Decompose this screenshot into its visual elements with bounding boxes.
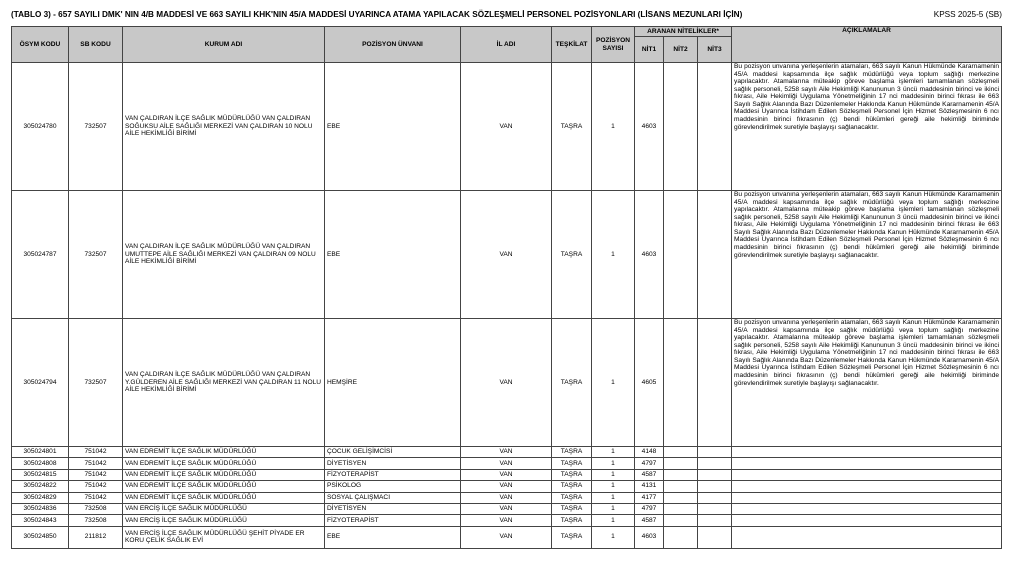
table-row (12, 526, 1002, 548)
nit3 (698, 503, 732, 514)
nit1: 4587 (635, 515, 664, 526)
pozisyon-unvani: EBE (325, 63, 461, 191)
nit3 (698, 469, 732, 480)
col-nit3: NİT3 (698, 37, 732, 63)
col-osym-kodu: ÖSYM KODU (12, 27, 69, 63)
pozisyon-sayisi: 1 (592, 469, 635, 480)
sb-kodu: 751042 (69, 481, 123, 492)
pozisyon-sayisi: 1 (592, 503, 635, 514)
positions-table (11, 26, 1002, 549)
kurum-adi: VAN ÇALDIRAN İLÇE SAĞLIK MÜDÜRLÜĞÜ VAN ÇALDIRAN Y.GÜLDEREN AİLE SAĞLIĞI MERKEZİ VAN ÇALDIRAN 11 NOLU AİLE HEKİMLİĞİ BİRİMİ (123, 319, 325, 447)
nit2 (664, 458, 698, 469)
pozisyon-unvani: FİZYOTERAPİST (325, 515, 461, 526)
col-kurum-adi: KURUM ADI (123, 27, 325, 63)
nit3 (698, 458, 732, 469)
il-adi: VAN (461, 447, 552, 458)
nit2 (664, 481, 698, 492)
sb-kodu: 732508 (69, 503, 123, 514)
il-adi: VAN (461, 492, 552, 503)
nit1: 4603 (635, 191, 664, 319)
il-adi: VAN (461, 319, 552, 447)
pozisyon-unvani: PSİKOLOG (325, 481, 461, 492)
aciklama (732, 492, 1002, 503)
nit3 (698, 481, 732, 492)
pozisyon-sayisi: 1 (592, 319, 635, 447)
osym-kodu: 305024829 (12, 492, 69, 503)
kurum-adi: VAN EDREMİT İLÇE SAĞLIK MÜDÜRLÜĞÜ (123, 447, 325, 458)
aciklama (732, 458, 1002, 469)
kurum-adi: VAN ÇALDIRAN İLÇE SAĞLIK MÜDÜRLÜĞÜ VAN ÇALDIRAN UMUTTEPE AİLE SAĞLIĞI MERKEZİ VAN ÇALDIRAN 09 NOLU AİLE HEKİMLİĞİ BİRİMİ (123, 191, 325, 319)
pozisyon-sayisi: 1 (592, 63, 635, 191)
sb-kodu: 751042 (69, 469, 123, 480)
table-row (12, 503, 1002, 514)
col-pozisyon-unvani: POZİSYON ÜNVANI (325, 27, 461, 63)
teskilat: TAŞRA (552, 492, 592, 503)
pozisyon-sayisi: 1 (592, 191, 635, 319)
kurum-adi: VAN ERCİŞ İLÇE SAĞLIK MÜDÜRLÜĞÜ ŞEHİT PİYADE ER KORU ÇELİK SAĞLIK EVİ (123, 526, 325, 548)
sb-kodu: 751042 (69, 447, 123, 458)
nit1: 4587 (635, 469, 664, 480)
pozisyon-unvani: EBE (325, 526, 461, 548)
osym-kodu: 305024808 (12, 458, 69, 469)
table-title: (TABLO 3) - 657 SAYILI DMK' NIN 4/B MADDESİ VE 663 SAYILI KHK'NIN 45/A MADDESİ UYARINCA ATAMA YAPILACAK SÖZLEŞMELİ PERSONEL POZİSYONLARI (LİSANS MEZUNLARI İÇİN) (11, 10, 743, 19)
col-il-adi: İL ADI (461, 27, 552, 63)
osym-kodu: 305024787 (12, 191, 69, 319)
kurum-adi: VAN ERCİŞ İLÇE SAĞLIK MÜDÜRLÜĞÜ (123, 503, 325, 514)
teskilat: TAŞRA (552, 481, 592, 492)
aciklama (732, 447, 1002, 458)
pozisyon-sayisi: 1 (592, 526, 635, 548)
nit1: 4605 (635, 319, 664, 447)
nit3 (698, 526, 732, 548)
exam-code: KPSS 2025-5 (SB) (933, 10, 1002, 19)
aciklama (732, 503, 1002, 514)
table-row (12, 492, 1002, 503)
nit3 (698, 63, 732, 191)
col-aciklamalar: AÇIKLAMALAR (732, 27, 1002, 63)
aciklama: Bu pozisyon unvanına yerleşenlerin atamaları, 663 sayılı Kanun Hükmünde Kararnamenin 45/A maddesi kapsamında ilçe sağlık müdürlüğü veya toplum sağlığı merkezine yapılacaktır. Atamalarına müteakip göreve başlama işlemleri tamamlanan sözleşmeli sağlık personeli, 5258 sayılı Aile Hekimliği Kanununun 3 üncü maddesinin birinci ve ikinci fıkrası, Aile Hekimliği Uygulama Yönetmeliğinin 17 nci maddesinin birinci fıkrası ile 663 Sayılı Sağlık Alanında Bazı Düzenlemeler Hakkında Kanun Hükmünde Kararnamenin 45/A Maddesi Uyarınca İstihdam Edilen Sözleşmeli Personel İçin Hizmet Sözleşmesinin 6 ncı maddesinin birinci fıkrasının (ç) bendi hükümleri gereği aile hekimliği biriminde görevlendirilmek suretiyle başlayışı sağlanacaktır. (732, 63, 1002, 191)
teskilat: TAŞRA (552, 515, 592, 526)
osym-kodu: 305024822 (12, 481, 69, 492)
nit1: 4603 (635, 526, 664, 548)
aciklama (732, 526, 1002, 548)
nit3 (698, 492, 732, 503)
nit3 (698, 447, 732, 458)
il-adi: VAN (461, 481, 552, 492)
teskilat: TAŞRA (552, 503, 592, 514)
teskilat: TAŞRA (552, 469, 592, 480)
nit3 (698, 191, 732, 319)
sb-kodu: 732508 (69, 515, 123, 526)
col-aranan-nitelikler: ARANAN NİTELİKLER* (635, 27, 732, 37)
table-row (12, 481, 1002, 492)
pozisyon-unvani: ÇOCUK GELİŞİMCİSİ (325, 447, 461, 458)
nit1: 4131 (635, 481, 664, 492)
col-sb-kodu: SB KODU (69, 27, 123, 63)
table-row (12, 458, 1002, 469)
osym-kodu: 305024794 (12, 319, 69, 447)
pozisyon-sayisi: 1 (592, 447, 635, 458)
teskilat: TAŞRA (552, 319, 592, 447)
aciklama (732, 515, 1002, 526)
osym-kodu: 305024780 (12, 63, 69, 191)
sb-kodu: 751042 (69, 492, 123, 503)
nit2 (664, 447, 698, 458)
nit2 (664, 191, 698, 319)
pozisyon-unvani: SOSYAL ÇALIŞMACI (325, 492, 461, 503)
pozisyon-unvani: EBE (325, 191, 461, 319)
aciklama (732, 469, 1002, 480)
il-adi: VAN (461, 526, 552, 548)
col-teskilat: TEŞKİLAT (552, 27, 592, 63)
nit2 (664, 526, 698, 548)
il-adi: VAN (461, 191, 552, 319)
il-adi: VAN (461, 469, 552, 480)
table-row (12, 319, 1002, 447)
table-row (12, 469, 1002, 480)
col-pozisyon-sayisi: POZİSYON SAYISI (592, 27, 635, 63)
table-row (12, 515, 1002, 526)
pozisyon-unvani: DİYETİSYEN (325, 458, 461, 469)
kurum-adi: VAN EDREMİT İLÇE SAĞLIK MÜDÜRLÜĞÜ (123, 481, 325, 492)
osym-kodu: 305024850 (12, 526, 69, 548)
nit2 (664, 319, 698, 447)
nit3 (698, 319, 732, 447)
il-adi: VAN (461, 515, 552, 526)
nit2 (664, 503, 698, 514)
pozisyon-sayisi: 1 (592, 515, 635, 526)
nit2 (664, 492, 698, 503)
pozisyon-sayisi: 1 (592, 481, 635, 492)
pozisyon-sayisi: 1 (592, 458, 635, 469)
sb-kodu: 732507 (69, 191, 123, 319)
table-row (12, 191, 1002, 319)
kurum-adi: VAN ERCİŞ İLÇE SAĞLIK MÜDÜRLÜĞÜ (123, 515, 325, 526)
sb-kodu: 732507 (69, 63, 123, 191)
nit2 (664, 469, 698, 480)
nit1: 4797 (635, 503, 664, 514)
nit3 (698, 515, 732, 526)
pozisyon-unvani: HEMŞİRE (325, 319, 461, 447)
pozisyon-unvani: DİYETİSYEN (325, 503, 461, 514)
col-nit2: NİT2 (664, 37, 698, 63)
sb-kodu: 732507 (69, 319, 123, 447)
nit1: 4148 (635, 447, 664, 458)
kurum-adi: VAN ÇALDIRAN İLÇE SAĞLIK MÜDÜRLÜĞÜ VAN ÇALDIRAN SOĞUKSU AİLE SAĞLIĞI MERKEZİ VAN ÇALDIRAN 10 NOLU AİLE HEKİMLİĞİ BİRİMİ (123, 63, 325, 191)
teskilat: TAŞRA (552, 191, 592, 319)
kurum-adi: VAN EDREMİT İLÇE SAĞLIK MÜDÜRLÜĞÜ (123, 492, 325, 503)
osym-kodu: 305024836 (12, 503, 69, 514)
osym-kodu: 305024815 (12, 469, 69, 480)
table-row (12, 447, 1002, 458)
il-adi: VAN (461, 503, 552, 514)
nit1: 4603 (635, 63, 664, 191)
pozisyon-unvani: FİZYOTERAPİST (325, 469, 461, 480)
sb-kodu: 751042 (69, 458, 123, 469)
teskilat: TAŞRA (552, 63, 592, 191)
nit1: 4177 (635, 492, 664, 503)
teskilat: TAŞRA (552, 447, 592, 458)
osym-kodu: 305024843 (12, 515, 69, 526)
il-adi: VAN (461, 63, 552, 191)
teskilat: TAŞRA (552, 526, 592, 548)
il-adi: VAN (461, 458, 552, 469)
nit1: 4797 (635, 458, 664, 469)
pozisyon-sayisi: 1 (592, 492, 635, 503)
aciklama: Bu pozisyon unvanına yerleşenlerin atamaları, 663 sayılı Kanun Hükmünde Kararnamenin 45/A maddesi kapsamında ilçe sağlık müdürlüğü veya toplum sağlığı merkezine yapılacaktır. Atamalarına müteakip göreve başlama işlemleri tamamlanan sözleşmeli sağlık personeli, 5258 sayılı Aile Hekimliği Kanununun 3 üncü maddesinin birinci ve ikinci fıkrası, Aile Hekimliği Uygulama Yönetmeliğinin 17 nci maddesinin birinci fıkrası ile 663 Sayılı Sağlık Alanında Bazı Düzenlemeler Hakkında Kanun Hükmünde Kararnamenin 45/A Maddesi Uyarınca İstihdam Edilen Sözleşmeli Personel İçin Hizmet Sözleşmesinin 6 ncı maddesinin birinci fıkrasının (ç) bendi hükümleri gereği aile hekimliği biriminde görevlendirilmek suretiyle başlayışı sağlanacaktır. (732, 191, 1002, 319)
nit2 (664, 63, 698, 191)
aciklama (732, 481, 1002, 492)
col-nit1: NİT1 (635, 37, 664, 63)
teskilat: TAŞRA (552, 458, 592, 469)
osym-kodu: 305024801 (12, 447, 69, 458)
kurum-adi: VAN EDREMİT İLÇE SAĞLIK MÜDÜRLÜĞÜ (123, 458, 325, 469)
kurum-adi: VAN EDREMİT İLÇE SAĞLIK MÜDÜRLÜĞÜ (123, 469, 325, 480)
nit2 (664, 515, 698, 526)
sb-kodu: 211812 (69, 526, 123, 548)
table-row (12, 63, 1002, 191)
aciklama: Bu pozisyon unvanına yerleşenlerin atamaları, 663 sayılı Kanun Hükmünde Kararnamenin 45/A maddesi kapsamında ilçe sağlık müdürlüğü veya toplum sağlığı merkezine yapılacaktır. Atamalarına müteakip göreve başlama işlemleri tamamlanan sözleşmeli sağlık personeli, 5258 sayılı Aile Hekimliği Kanununun 3 üncü maddesinin birinci ve ikinci fıkrası, Aile Hekimliği Uygulama Yönetmeliğinin 17 nci maddesinin birinci fıkrası ile 663 Sayılı Sağlık Alanında Bazı Düzenlemeler Hakkında Kanun Hükmünde Kararnamenin 45/A Maddesi Uyarınca İstihdam Edilen Sözleşmeli Personel İçin Hizmet Sözleşmesinin 6 ncı maddesinin birinci fıkrasının (ç) bendi hükümleri gereği aile hekimliği biriminde görevlendirilmek suretiyle başlayışı sağlanacaktır. (732, 319, 1002, 447)
